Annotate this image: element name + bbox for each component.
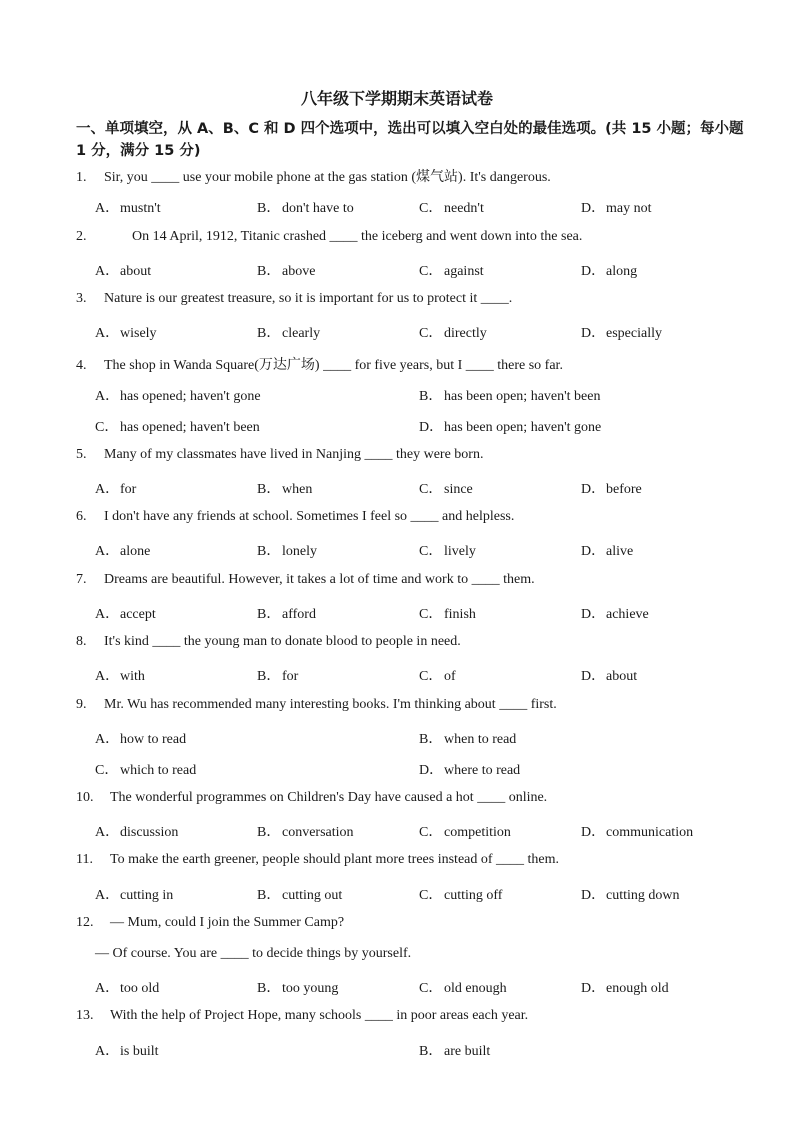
option-b: B． afford bbox=[257, 607, 316, 622]
option-c: C． directly bbox=[419, 326, 487, 341]
option-d: D．before bbox=[581, 482, 642, 497]
question-3 bbox=[76, 291, 512, 307]
option-a: A．accept bbox=[95, 607, 156, 622]
option-a: A．has opened; haven't gone bbox=[95, 389, 261, 404]
option-c: C． finish bbox=[419, 607, 476, 622]
question-number: 12. bbox=[76, 915, 94, 930]
question-number: 1. bbox=[76, 170, 87, 185]
option-d: D．about bbox=[581, 669, 638, 684]
question-10 bbox=[76, 790, 547, 806]
option-b: B． when bbox=[257, 482, 313, 497]
option-c: C． needn't bbox=[419, 201, 484, 216]
option-b: B． above bbox=[257, 264, 316, 279]
question-number: 10. bbox=[76, 790, 94, 805]
option-d: D．cutting down bbox=[581, 888, 680, 903]
option-d: D．enough old bbox=[581, 981, 669, 996]
question-text: — Mum, could I join the Summer Camp? bbox=[110, 915, 345, 930]
option-b: B． don't have to bbox=[257, 201, 354, 216]
question-text: Many of my classmates have lived in Nanjing ____ they were born. bbox=[104, 447, 484, 462]
option-d: D．may not bbox=[581, 201, 652, 216]
option-d: D．alive bbox=[581, 544, 634, 559]
question-text: Mr. Wu has recommended many interesting books. I'm thinking about ____ first. bbox=[104, 697, 557, 712]
option-b: B． clearly bbox=[257, 326, 321, 341]
question-text: Dreams are beautiful. However, it takes a lot of time and work to ____ them. bbox=[104, 572, 535, 587]
question-text: I don't have any friends at school. Sometimes I feel so ____ and helpless. bbox=[104, 509, 515, 524]
option-c: C． of bbox=[419, 669, 456, 684]
dialogue-reply: — Of course. You are ____ to decide things by yourself. bbox=[95, 946, 412, 961]
question-text: Sir, you ____ use your mobile phone at the gas station (煤气站). It's dangerous. bbox=[104, 170, 551, 185]
question-text: To make the earth greener, people should plant more trees instead of ____ them. bbox=[110, 852, 560, 867]
question-5 bbox=[76, 447, 483, 463]
option-c: C． since bbox=[419, 482, 473, 497]
question-7 bbox=[76, 572, 535, 588]
question-8 bbox=[76, 634, 461, 650]
question-number: 5. bbox=[76, 447, 87, 462]
question-number: 2. bbox=[76, 229, 87, 244]
question-number: 13. bbox=[76, 1008, 94, 1023]
option-d: D．where to read bbox=[419, 763, 521, 778]
option-b: B． for bbox=[257, 669, 299, 684]
question-12 bbox=[76, 915, 344, 931]
question-text: The shop in Wanda Square(万达广场) ____ for five years, but I ____ there so far. bbox=[104, 358, 563, 373]
option-d: D．has been open; haven't gone bbox=[419, 420, 602, 435]
question-number: 8. bbox=[76, 634, 87, 649]
question-number: 3. bbox=[76, 291, 87, 306]
question-text: Nature is our greatest treasure, so it is important for us to protect it ____. bbox=[104, 291, 513, 306]
option-b: B． are built bbox=[419, 1044, 491, 1059]
option-b: B． too young bbox=[257, 981, 339, 996]
question-4 bbox=[76, 354, 563, 374]
option-c: C． has opened; haven't been bbox=[95, 420, 260, 435]
option-a: A．for bbox=[95, 482, 137, 497]
question-number: 9. bbox=[76, 697, 87, 712]
option-b: B． conversation bbox=[257, 825, 354, 840]
question-number: 11. bbox=[76, 852, 93, 867]
option-a: A．discussion bbox=[95, 825, 179, 840]
option-b: B． has been open; haven't been bbox=[419, 389, 601, 404]
section-heading: 一、单项填空，从 A、B、C 和 D 四个选项中，选出可以填入空白处的最佳选项。(共 15 小题；每小题 1 分，满分 15 分) bbox=[76, 121, 744, 159]
question-text: On 14 April, 1912, Titanic crashed ____ the iceberg and went down into the sea. bbox=[132, 229, 583, 244]
option-b: B． when to read bbox=[419, 732, 517, 747]
option-b: B． cutting out bbox=[257, 888, 343, 903]
option-a: A．how to read bbox=[95, 732, 187, 747]
option-c: C． competition bbox=[419, 825, 511, 840]
option-d: D．communication bbox=[581, 825, 694, 840]
option-c: C． cutting off bbox=[419, 888, 503, 903]
option-a: A．about bbox=[95, 264, 152, 279]
question-11 bbox=[76, 852, 559, 868]
question-number: 6. bbox=[76, 509, 87, 524]
option-a: A．is built bbox=[95, 1044, 159, 1059]
option-c: C． lively bbox=[419, 544, 476, 559]
page-title: 八年级下学期期末英语试卷 bbox=[300, 89, 493, 108]
question-number: 7. bbox=[76, 572, 87, 587]
question-number: 4. bbox=[76, 358, 87, 373]
question-text: The wonderful programmes on Children's Day have caused a hot ____ online. bbox=[110, 790, 548, 805]
option-a: A．alone bbox=[95, 544, 151, 559]
option-a: A．wisely bbox=[95, 326, 157, 341]
question-13 bbox=[76, 1008, 528, 1024]
option-c: C． old enough bbox=[419, 981, 507, 996]
option-a: A．with bbox=[95, 669, 145, 684]
question-6 bbox=[76, 509, 514, 525]
option-b: B． lonely bbox=[257, 544, 317, 559]
question-1 bbox=[76, 166, 551, 186]
question-text: It's kind ____ the young man to donate blood to people in need. bbox=[104, 634, 461, 649]
option-a: A．mustn't bbox=[95, 201, 161, 216]
option-a: A．too old bbox=[95, 981, 160, 996]
option-c: C． which to read bbox=[95, 763, 197, 778]
option-d: D．achieve bbox=[581, 607, 649, 622]
option-d: D．especially bbox=[581, 326, 662, 341]
question-2 bbox=[76, 229, 582, 245]
option-a: A．cutting in bbox=[95, 888, 174, 903]
option-d: D．along bbox=[581, 264, 638, 279]
question-text: With the help of Project Hope, many schools ____ in poor areas each year. bbox=[110, 1008, 529, 1023]
question-9 bbox=[76, 697, 557, 713]
option-c: C． against bbox=[419, 264, 484, 279]
